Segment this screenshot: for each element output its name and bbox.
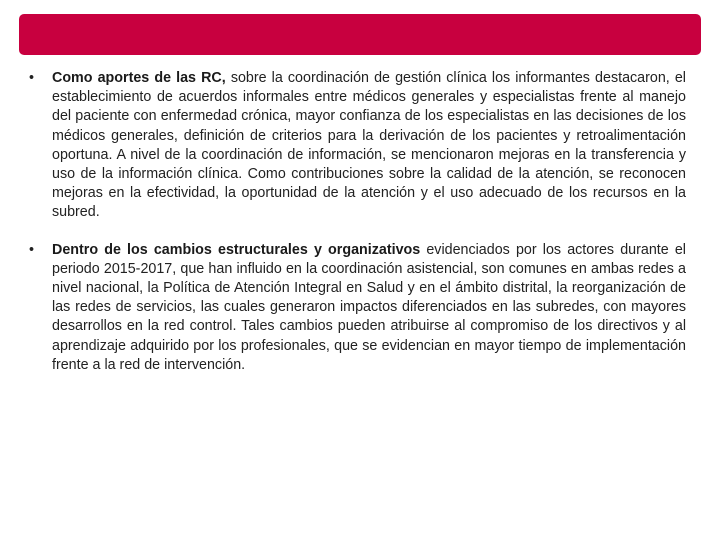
bullet-item-rc-contributions xyxy=(29,69,686,223)
bullet-marker: • xyxy=(29,70,35,86)
slide-content xyxy=(29,69,686,393)
bullet-bold-lead: Dentro de los cambios estructurales y organizativos xyxy=(52,241,421,258)
bullet-body: sobre la coordinación de gestión clínica los informantes destacaron, el establecimiento de acuerdos informales entre médicos generales y especialistas frente al manejo del paciente con enfermedad crónica, mayor confianza de los especialistas en las decisiones de los médicos generales, definición de criterios para la derivación de los pacientes y retroalimentación oportuna. A nivel de la coordinación de información, se mencionaron mejoras en la transferencia y uso de la información clínica. Como contribuciones sobre la calidad de la atención, se reconocen mejoras en la efectividad, la oportunidad de la atención y el uso adecuado de los recursos en la subred. xyxy=(52,70,686,221)
bullet-item-structural-changes xyxy=(29,241,686,375)
title-bar xyxy=(19,14,701,55)
bullet-body: evidenciados por los actores durante el periodo 2015-2017, que han influido en la coordinación asistencial, son comunes en ambas redes a nivel nacional, la Política de Atención Integral en Salud y en el ámbito distrital, la reorganización de las redes de servicios, las cuales generaron impactos diferenciados en las subredes, con mayores desarrollos en la red control. Tales cambios pueden atribuirse al compromiso de los directivos y al aprendizaje adquirido por los profesionales, que se evidencian en mayor tiempo de implementación frente a la red de intervención. xyxy=(52,241,686,373)
bullet-text xyxy=(52,241,686,375)
bullet-bold-lead: Como aportes de las RC, xyxy=(52,70,226,86)
bullet-text xyxy=(52,69,686,223)
bullet-marker: • xyxy=(29,241,35,258)
